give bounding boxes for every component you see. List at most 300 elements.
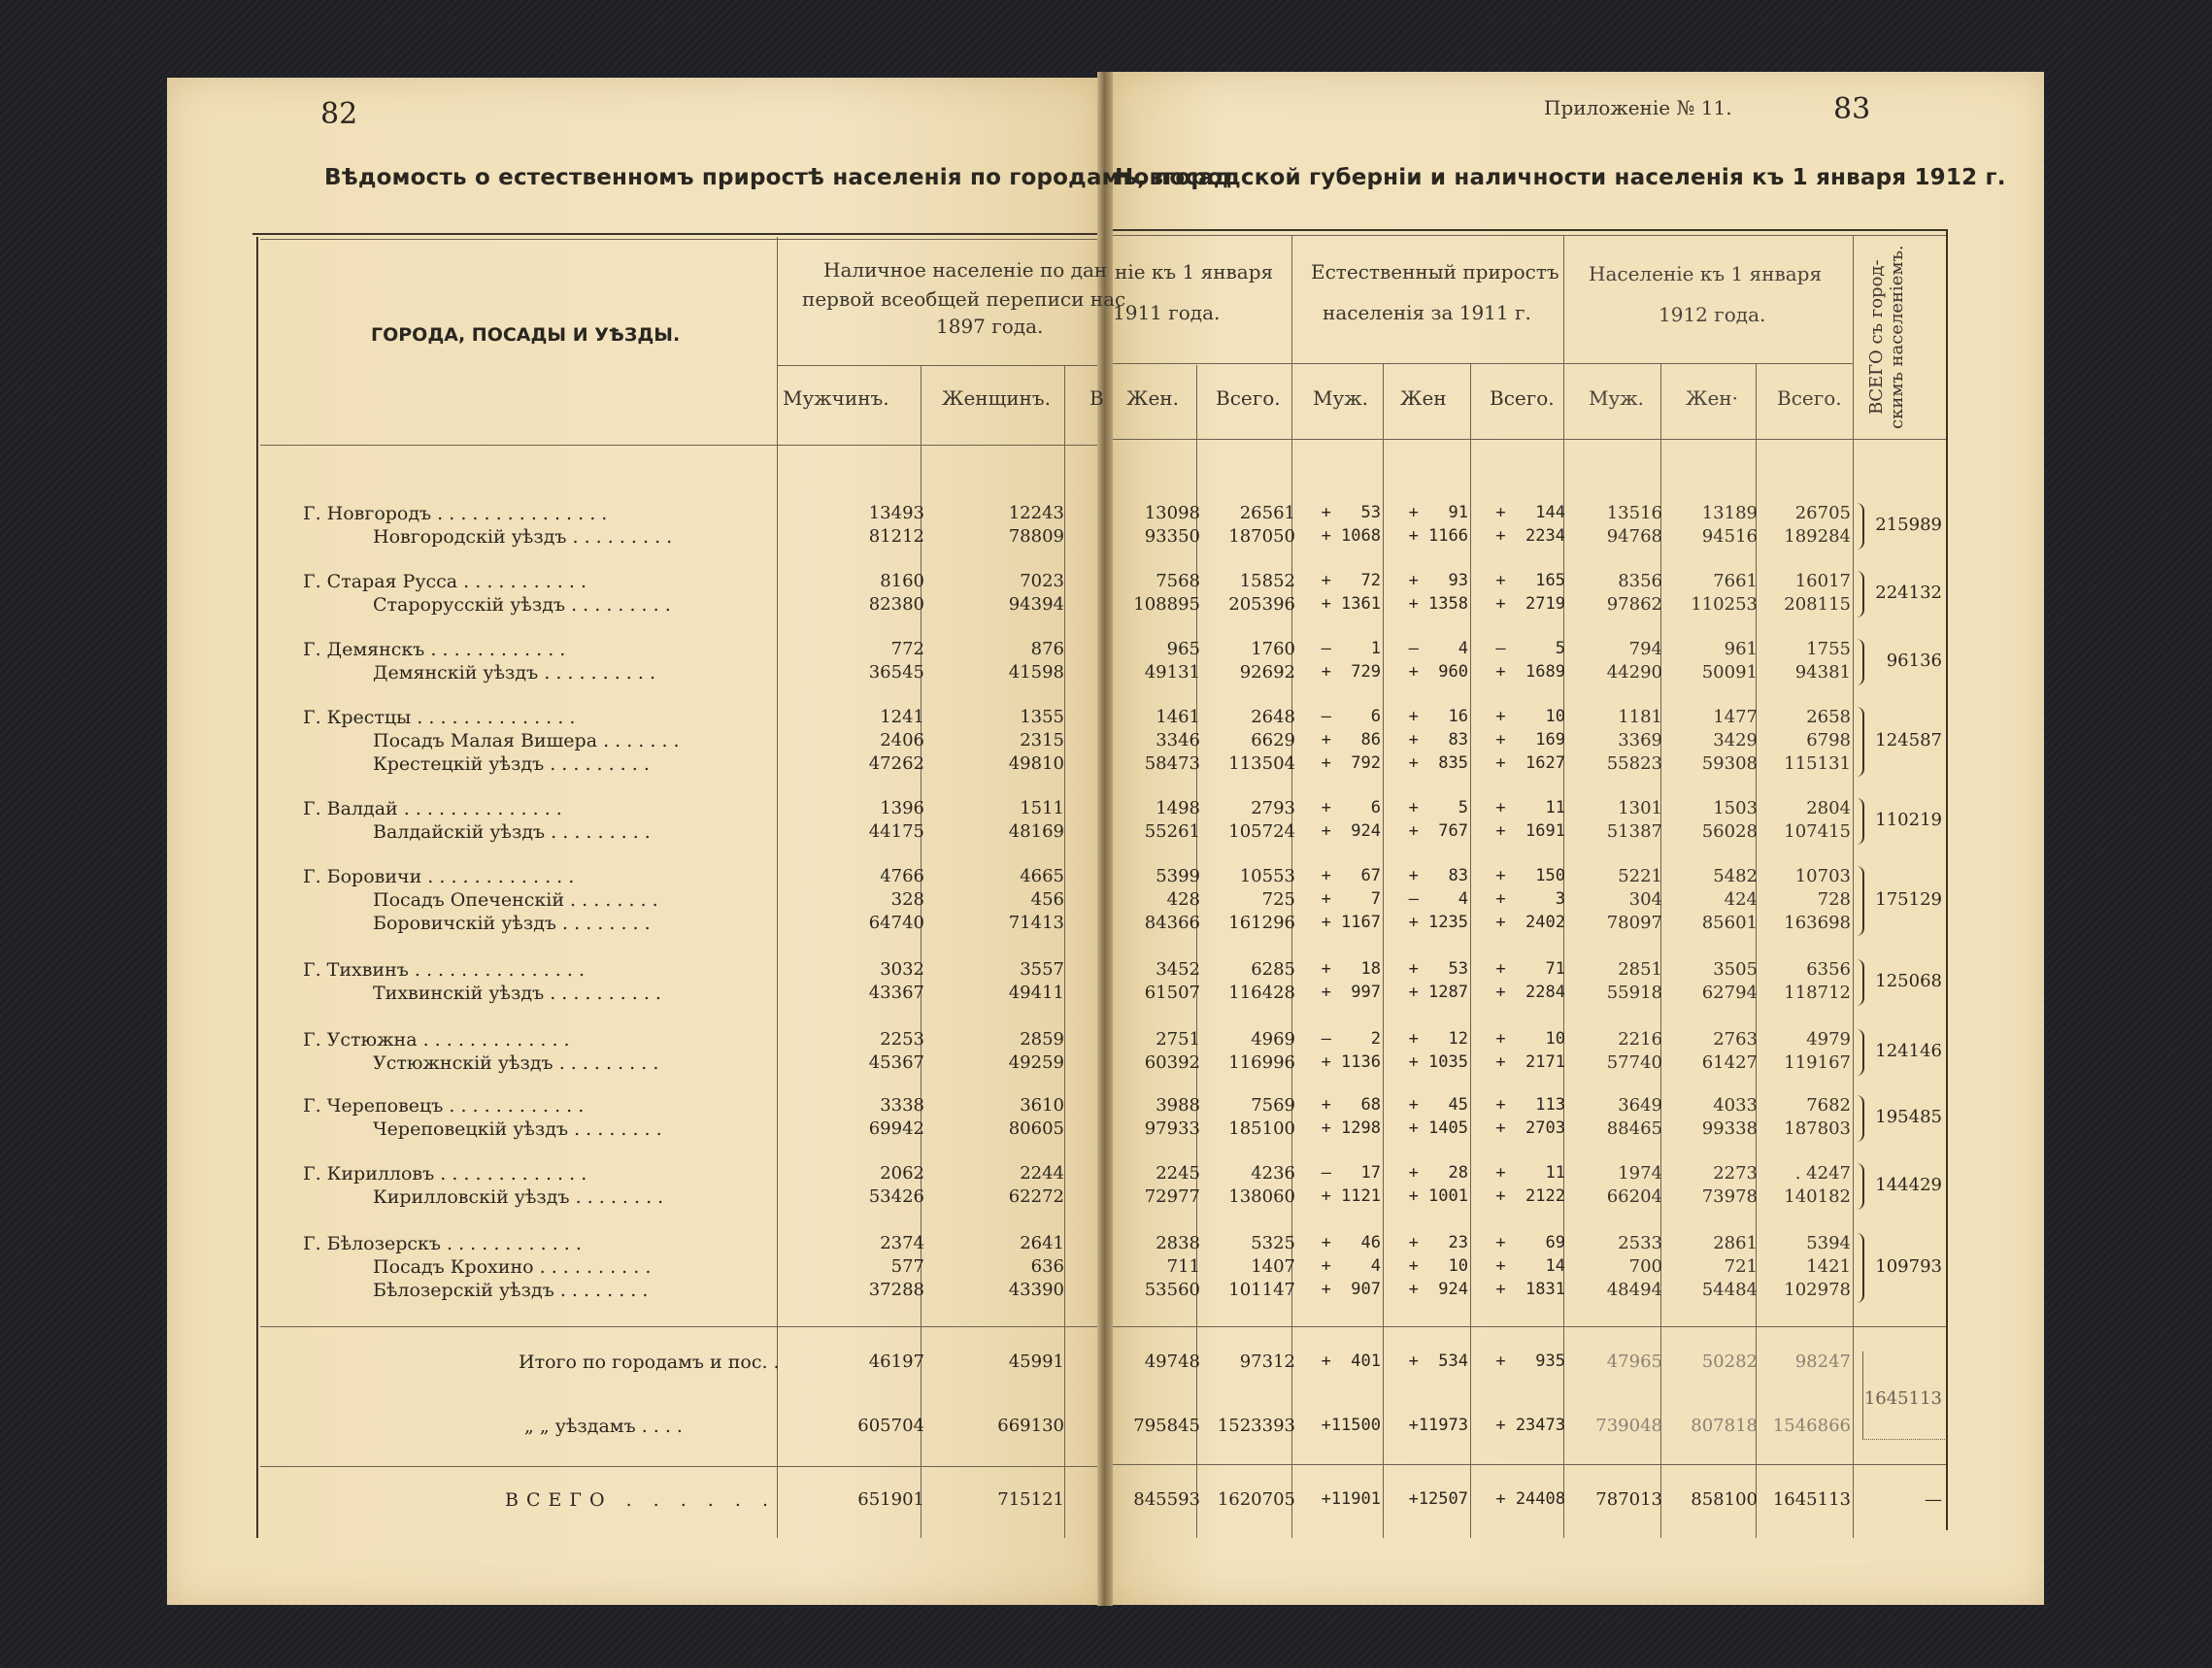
- cell-m12: 2533: [1618, 1233, 1662, 1253]
- cell-m97: 3032: [880, 959, 924, 980]
- cell-w97: 2315: [1020, 730, 1064, 751]
- total-w97: 45991: [1008, 1351, 1064, 1372]
- cell-t11: 725: [1261, 889, 1295, 910]
- cell-m12: 44290: [1606, 662, 1662, 683]
- title-right: Новгородской губерніи и наличности населенія къ 1 января 1912 г.: [1115, 165, 2006, 190]
- cell-gt: + 1831: [1495, 1280, 1565, 1299]
- header-1897-line3: 1897 года.: [936, 315, 1044, 338]
- cell-w11: 108895: [1133, 594, 1200, 615]
- cell-w11: 55261: [1144, 821, 1200, 842]
- cell-m97: 8160: [880, 571, 924, 591]
- cell-t12: 118712: [1784, 983, 1851, 1003]
- total-t12: 98247: [1794, 1351, 1851, 1372]
- cell-gm: + 53: [1321, 503, 1381, 522]
- cell-m12: 2216: [1618, 1029, 1662, 1050]
- cell-gw: + 83: [1408, 866, 1468, 885]
- total-w12: 858100: [1691, 1489, 1758, 1510]
- cell-m97: 47262: [868, 753, 924, 774]
- cell-w97: 49411: [1008, 983, 1064, 1003]
- row-name: Боровичскій уѣздъ . . . . . . . .: [373, 913, 651, 934]
- cell-w11: 93350: [1144, 526, 1200, 547]
- cell-gm: + 7: [1321, 889, 1381, 909]
- subheader-men-growth: Муж.: [1313, 386, 1369, 410]
- cell-gm: + 1068: [1321, 526, 1381, 546]
- cell-w97: 62272: [1008, 1186, 1064, 1207]
- cell-gt: + 1689: [1495, 662, 1565, 682]
- group-brace: [1857, 503, 1864, 550]
- cell-m12: 55918: [1606, 983, 1662, 1003]
- cell-w97: 636: [1030, 1256, 1064, 1277]
- row-name: Г. Валдай . . . . . . . . . . . . . .: [303, 798, 562, 819]
- subheader-total-1912: Всего.: [1777, 386, 1842, 410]
- group-total: 224132: [1875, 583, 1942, 603]
- total-m97: 605704: [857, 1416, 924, 1436]
- total-gw: +11973: [1408, 1416, 1468, 1435]
- row-name: Г. Демянскъ . . . . . . . . . . . .: [303, 639, 566, 660]
- group-total: 195485: [1875, 1107, 1942, 1127]
- cell-w11: 13098: [1144, 503, 1200, 523]
- cell-w97: 49810: [1008, 753, 1064, 774]
- cell-gw: + 83: [1408, 730, 1468, 750]
- total-gw: +12507: [1408, 1489, 1468, 1509]
- row-name: Новгородскій уѣздъ . . . . . . . . .: [373, 526, 673, 548]
- cell-w97: 4665: [1020, 866, 1064, 886]
- cell-w12: 99338: [1701, 1118, 1758, 1139]
- cell-w97: 2641: [1020, 1233, 1064, 1253]
- row-name: Посадъ Опеченскій . . . . . . . .: [373, 889, 658, 911]
- cell-w12: 73978: [1701, 1186, 1758, 1207]
- table-top-rule-left: [252, 233, 1097, 235]
- total-w11: 49748: [1144, 1351, 1200, 1372]
- table-top-rule-right: [1113, 229, 1948, 231]
- cell-m12: 3369: [1618, 730, 1662, 751]
- header-bottom-rule-left: [260, 445, 1097, 446]
- right-page-number: 83: [1833, 92, 1871, 126]
- cell-m97: 82380: [868, 594, 924, 615]
- cell-gm: + 6: [1321, 798, 1381, 817]
- cell-gt: + 2719: [1495, 594, 1565, 614]
- cell-m12: 66204: [1606, 1186, 1662, 1207]
- total-gm: +11901: [1321, 1489, 1381, 1509]
- cell-w12: 94516: [1701, 526, 1758, 547]
- group-brace: [1857, 798, 1864, 845]
- cell-w11: 84366: [1144, 913, 1200, 933]
- cell-t11: 113504: [1228, 753, 1295, 774]
- cell-t12: 115131: [1784, 753, 1851, 774]
- cell-gw: + 93: [1408, 571, 1468, 590]
- cell-w97: 456: [1030, 889, 1064, 910]
- cell-m97: 43367: [868, 983, 924, 1003]
- cell-gm: + 729: [1321, 662, 1381, 682]
- cell-w12: 721: [1724, 1256, 1758, 1277]
- cell-t11: 1760: [1251, 639, 1295, 659]
- cell-m97: 45367: [868, 1052, 924, 1073]
- cell-w97: 43390: [1008, 1280, 1064, 1300]
- cell-m97: 69942: [868, 1118, 924, 1139]
- cell-t11: 2793: [1251, 798, 1295, 818]
- row-name: Г. Череповецъ . . . . . . . . . . . .: [303, 1095, 585, 1117]
- cell-w12: 2763: [1713, 1029, 1758, 1050]
- totals-grand: —: [1925, 1489, 1942, 1510]
- row-name: Кирилловскій уѣздъ . . . . . . . .: [373, 1186, 664, 1208]
- cell-gw: + 53: [1408, 959, 1468, 979]
- total-m12: 787013: [1595, 1489, 1662, 1510]
- cell-gm: + 18: [1321, 959, 1381, 979]
- total-w97: 715121: [997, 1489, 1064, 1510]
- cell-gw: + 16: [1408, 707, 1468, 726]
- cell-w97: 78809: [1008, 526, 1064, 547]
- grand-total-rule-right: [1113, 1464, 1946, 1465]
- cell-m12: 48494: [1606, 1280, 1662, 1300]
- totals-row-name: ВСЕГО . . . . . .: [505, 1489, 777, 1511]
- cell-gt: + 2122: [1495, 1186, 1565, 1206]
- cell-m12: 1301: [1618, 798, 1662, 818]
- cell-gt: + 2402: [1495, 913, 1565, 932]
- total-gm: +11500: [1321, 1416, 1381, 1435]
- row-name: Г. Тихвинъ . . . . . . . . . . . . . . .: [303, 959, 586, 981]
- cell-gm: + 907: [1321, 1280, 1381, 1299]
- row-name: Бѣлозерскій уѣздъ . . . . . . . .: [373, 1280, 649, 1301]
- total-m12: 47965: [1606, 1351, 1662, 1372]
- group-total: 125068: [1875, 971, 1942, 991]
- grand-total-rule-left: [260, 1466, 1097, 1467]
- cell-t12: 2658: [1806, 707, 1851, 727]
- cell-gt: + 69: [1495, 1233, 1565, 1252]
- cell-t12: 2804: [1806, 798, 1851, 818]
- cell-m12: 78097: [1606, 913, 1662, 933]
- cell-m97: 13493: [868, 503, 924, 523]
- cell-t11: 26561: [1239, 503, 1295, 523]
- row-name: Г. Бѣлозерскъ . . . . . . . . . . . .: [303, 1233, 582, 1254]
- cell-t11: 6629: [1251, 730, 1295, 751]
- header-1911-line1: ніе къ 1 января: [1115, 260, 1274, 284]
- cell-w11: 3988: [1156, 1095, 1200, 1116]
- group-total: 144429: [1875, 1175, 1942, 1195]
- cell-m12: 97862: [1606, 594, 1662, 615]
- subheader-men-1912: Муж.: [1589, 386, 1645, 410]
- cell-m97: 2406: [880, 730, 924, 751]
- cell-t12: 1421: [1806, 1256, 1851, 1277]
- header-1897-line2: первой всеобщей переписи нас: [802, 287, 1126, 311]
- cell-gw: + 1405: [1408, 1118, 1468, 1138]
- cell-w11: 428: [1166, 889, 1200, 910]
- cell-gm: — 6: [1321, 707, 1381, 726]
- cell-gw: + 10: [1408, 1256, 1468, 1276]
- cell-m12: 2851: [1618, 959, 1662, 980]
- cell-gm: + 792: [1321, 753, 1381, 773]
- cell-t11: 4236: [1251, 1163, 1295, 1184]
- subheader-cut: В: [1089, 386, 1104, 410]
- cell-w11: 3452: [1156, 959, 1200, 980]
- cell-t11: 105724: [1228, 821, 1295, 842]
- cell-gm: + 997: [1321, 983, 1381, 1002]
- table-top-rule-left-2: [260, 239, 1097, 240]
- totals-rule-right: [1113, 1326, 1946, 1327]
- header-1912-line1: Населеніе къ 1 января: [1589, 262, 1823, 285]
- group-total: 110219: [1875, 810, 1942, 830]
- cell-w11: 61507: [1144, 983, 1200, 1003]
- cell-w11: 60392: [1144, 1052, 1200, 1073]
- cell-m97: 2062: [880, 1163, 924, 1184]
- cell-gt: + 150: [1495, 866, 1565, 885]
- cell-w97: 7023: [1020, 571, 1064, 591]
- cell-gt: + 2284: [1495, 983, 1565, 1002]
- total-t11: 1523393: [1217, 1416, 1295, 1436]
- cell-m12: 3649: [1618, 1095, 1662, 1116]
- cell-w12: 424: [1724, 889, 1758, 910]
- group-brace: [1857, 707, 1864, 777]
- cell-w97: 1355: [1020, 707, 1064, 727]
- cell-w11: 965: [1166, 639, 1200, 659]
- cell-m12: 57740: [1606, 1052, 1662, 1073]
- cell-t12: 4979: [1806, 1029, 1851, 1050]
- cell-t11: 205396: [1228, 594, 1295, 615]
- cell-gm: + 4: [1321, 1256, 1381, 1276]
- group-brace: [1857, 1029, 1864, 1076]
- cell-m97: 577: [890, 1256, 924, 1277]
- cell-m97: 44175: [868, 821, 924, 842]
- total-w11: 845593: [1133, 1489, 1200, 1510]
- group-brace: [1857, 571, 1864, 617]
- cell-gw: + 1166: [1408, 526, 1468, 546]
- cell-gt: + 2234: [1495, 526, 1565, 546]
- row-name: Посадъ Малая Вишера . . . . . . .: [373, 730, 680, 751]
- group-brace: [1857, 1095, 1864, 1142]
- row-name: Г. Устюжна . . . . . . . . . . . . .: [303, 1029, 570, 1051]
- cell-m97: 53426: [868, 1186, 924, 1207]
- cell-t11: 185100: [1228, 1118, 1295, 1139]
- cell-w11: 2838: [1156, 1233, 1200, 1253]
- total-w11: 795845: [1133, 1416, 1200, 1436]
- appendix-label: Приложеніе № 11.: [1544, 96, 1732, 119]
- cell-gt: + 14: [1495, 1256, 1565, 1276]
- header-1897-line1: Наличное населеніе по дан: [823, 258, 1108, 282]
- cell-gm: + 67: [1321, 866, 1381, 885]
- cell-w11: 97933: [1144, 1118, 1200, 1139]
- row-name: Г. Кирилловъ . . . . . . . . . . . . .: [303, 1163, 587, 1184]
- row-name: Валдайскій уѣздъ . . . . . . . . .: [373, 821, 651, 843]
- cell-w11: 3346: [1156, 730, 1200, 751]
- cell-gm: — 1: [1321, 639, 1381, 658]
- cell-m12: 1974: [1618, 1163, 1662, 1184]
- cell-t12: 6798: [1806, 730, 1851, 751]
- totals-grand: 1645113: [1863, 1388, 1942, 1409]
- cell-w12: 5482: [1713, 866, 1758, 886]
- cell-w97: 1511: [1020, 798, 1064, 818]
- col-rule-1: [777, 237, 778, 1538]
- row-name: Крестецкій уѣздъ . . . . . . . . .: [373, 753, 650, 775]
- cell-t12: 7682: [1806, 1095, 1851, 1116]
- total-gm: + 401: [1321, 1351, 1381, 1371]
- cell-t11: 6285: [1251, 959, 1295, 980]
- cell-w11: 5399: [1156, 866, 1200, 886]
- cell-m12: 8356: [1618, 571, 1662, 591]
- cell-gw: + 924: [1408, 1280, 1468, 1299]
- cell-t12: 119167: [1784, 1052, 1851, 1073]
- col-rule-3: [1064, 365, 1065, 1538]
- cell-t12: 187803: [1784, 1118, 1851, 1139]
- cell-t12: 208115: [1784, 594, 1851, 615]
- group-total: 96136: [1886, 651, 1942, 671]
- cell-w12: 2273: [1713, 1163, 1758, 1184]
- cell-w12: 1477: [1713, 707, 1758, 727]
- cell-t12: . 4247: [1794, 1163, 1851, 1184]
- cell-w12: 13189: [1701, 503, 1758, 523]
- cell-gw: + 45: [1408, 1095, 1468, 1115]
- cell-gm: + 1361: [1321, 594, 1381, 614]
- table-top-rule-right-2: [1113, 235, 1946, 236]
- header-growth-line1: Естественный приростъ: [1311, 260, 1559, 284]
- cell-gt: + 10: [1495, 707, 1565, 726]
- cell-m97: 2374: [880, 1233, 924, 1253]
- cell-gt: + 1627: [1495, 753, 1565, 773]
- cell-w11: 7568: [1156, 571, 1200, 591]
- cell-t11: 5325: [1251, 1233, 1295, 1253]
- cell-w12: 7661: [1713, 571, 1758, 591]
- cell-m97: 81212: [868, 526, 924, 547]
- cell-m97: 64740: [868, 913, 924, 933]
- row-name: Тихвинскій уѣздъ . . . . . . . . . .: [373, 983, 661, 1004]
- totals-row-name: Итого по городамъ и пос. .: [519, 1351, 780, 1373]
- cell-gt: + 165: [1495, 571, 1565, 590]
- cell-w12: 110253: [1691, 594, 1758, 615]
- cell-t12: 10703: [1794, 866, 1851, 886]
- cell-gm: + 46: [1321, 1233, 1381, 1252]
- cell-w97: 41598: [1008, 662, 1064, 683]
- subheader-women-1911: Жен.: [1126, 386, 1179, 410]
- cell-gw: + 5: [1408, 798, 1468, 817]
- cell-w12: 54484: [1701, 1280, 1758, 1300]
- cell-m12: 700: [1628, 1256, 1662, 1277]
- row-name: Череповецкій уѣздъ . . . . . . . .: [373, 1118, 662, 1140]
- subheader-women-1897: Женщинъ.: [942, 386, 1051, 410]
- cell-gw: + 91: [1408, 503, 1468, 522]
- row-name: Устюжнскій уѣздъ . . . . . . . . .: [373, 1052, 659, 1074]
- cell-m97: 37288: [868, 1280, 924, 1300]
- total-gt: + 935: [1495, 1351, 1565, 1371]
- group-brace: [1857, 1233, 1864, 1303]
- cell-t12: 5394: [1806, 1233, 1851, 1253]
- cell-w97: 2244: [1020, 1163, 1064, 1184]
- cell-w12: 4033: [1713, 1095, 1758, 1116]
- cell-m12: 55823: [1606, 753, 1662, 774]
- total-gt: + 23473: [1495, 1416, 1565, 1435]
- cell-gw: + 1035: [1408, 1052, 1468, 1072]
- cell-w12: 85601: [1701, 913, 1758, 933]
- cell-m97: 772: [890, 639, 924, 659]
- cell-w97: 12243: [1008, 503, 1064, 523]
- cell-t12: 6356: [1806, 959, 1851, 980]
- group-total: 175129: [1875, 889, 1942, 910]
- total-m97: 651901: [857, 1489, 924, 1510]
- cell-m97: 4766: [880, 866, 924, 886]
- cell-w12: 2861: [1713, 1233, 1758, 1253]
- row-name: Г. Крестцы . . . . . . . . . . . . . .: [303, 707, 576, 728]
- cell-w12: 1503: [1713, 798, 1758, 818]
- group-total: 215989: [1875, 515, 1942, 535]
- cell-w11: 1461: [1156, 707, 1200, 727]
- title-left: Вѣдомость о естественномъ приростѣ населенія по городамъ, посад: [324, 165, 1232, 190]
- cell-w12: 3429: [1713, 730, 1758, 751]
- cell-gw: + 1001: [1408, 1186, 1468, 1206]
- cell-gw: + 1287: [1408, 983, 1468, 1002]
- totals-row-name: „ „ уѣздамъ . . . .: [524, 1416, 683, 1437]
- cell-w97: 2859: [1020, 1029, 1064, 1050]
- group-brace: [1857, 1163, 1864, 1210]
- cell-gt: + 169: [1495, 730, 1565, 750]
- cell-m97: 3338: [880, 1095, 924, 1116]
- header-growth-line2: населенія за 1911 г.: [1323, 301, 1531, 324]
- subheader-rule-right: [1113, 363, 1853, 364]
- cell-m97: 2253: [880, 1029, 924, 1050]
- cell-t11: 116996: [1228, 1052, 1295, 1073]
- subheader-rule-left: [777, 365, 1097, 366]
- group-total: 124587: [1875, 730, 1942, 751]
- col-rule-left-edge: [256, 237, 258, 1538]
- cell-w11: 2245: [1156, 1163, 1200, 1184]
- total-w97: 669130: [997, 1416, 1064, 1436]
- cell-t11: 138060: [1228, 1186, 1295, 1207]
- cell-m97: 36545: [868, 662, 924, 683]
- row-name: Г. Новгородъ . . . . . . . . . . . . . . .: [303, 503, 608, 524]
- cell-gm: + 68: [1321, 1095, 1381, 1115]
- cell-t11: 187050: [1228, 526, 1295, 547]
- cell-t12: 26705: [1794, 503, 1851, 523]
- total-t12: 1645113: [1772, 1489, 1851, 1510]
- row-name: Старорусскій уѣздъ . . . . . . . . .: [373, 594, 671, 616]
- header-places: ГОРОДА, ПОСАДЫ И УѢЗДЫ.: [371, 324, 681, 346]
- cell-gw: + 23: [1408, 1233, 1468, 1252]
- cell-w11: 2751: [1156, 1029, 1200, 1050]
- cell-gt: + 71: [1495, 959, 1565, 979]
- group-brace: [1857, 639, 1864, 685]
- left-page-number: 82: [320, 97, 358, 131]
- totals-bracket: [1862, 1351, 1945, 1440]
- cell-gm: + 1167: [1321, 913, 1381, 932]
- cell-gm: + 1121: [1321, 1186, 1381, 1206]
- cell-t11: 161296: [1228, 913, 1295, 933]
- cell-t12: 107415: [1784, 821, 1851, 842]
- cell-w12: 961: [1724, 639, 1758, 659]
- cell-m12: 88465: [1606, 1118, 1662, 1139]
- cell-w12: 3505: [1713, 959, 1758, 980]
- group-total: 124146: [1875, 1041, 1942, 1061]
- cell-w11: 711: [1166, 1256, 1200, 1277]
- cell-m12: 13516: [1606, 503, 1662, 523]
- col-rule-5: [1291, 235, 1292, 1538]
- cell-t12: 140182: [1784, 1186, 1851, 1207]
- cell-t12: 102978: [1784, 1280, 1851, 1300]
- cell-gw: + 1235: [1408, 913, 1468, 932]
- header-1912-line2: 1912 года.: [1659, 303, 1766, 326]
- cell-w97: 876: [1030, 639, 1064, 659]
- cell-w11: 58473: [1144, 753, 1200, 774]
- cell-w11: 49131: [1144, 662, 1200, 683]
- cell-t11: 101147: [1228, 1280, 1295, 1300]
- totals-rule-left: [260, 1326, 1097, 1327]
- cell-t12: 16017: [1794, 571, 1851, 591]
- group-total: 109793: [1875, 1256, 1942, 1277]
- cell-t12: 189284: [1784, 526, 1851, 547]
- cell-gt: + 10: [1495, 1029, 1565, 1049]
- cell-m97: 1396: [880, 798, 924, 818]
- cell-w11: 1498: [1156, 798, 1200, 818]
- cell-w97: 94394: [1008, 594, 1064, 615]
- cell-t12: 94381: [1794, 662, 1851, 683]
- cell-w12: 59308: [1701, 753, 1758, 774]
- cell-gw: + 1358: [1408, 594, 1468, 614]
- cell-w97: 71413: [1008, 913, 1064, 933]
